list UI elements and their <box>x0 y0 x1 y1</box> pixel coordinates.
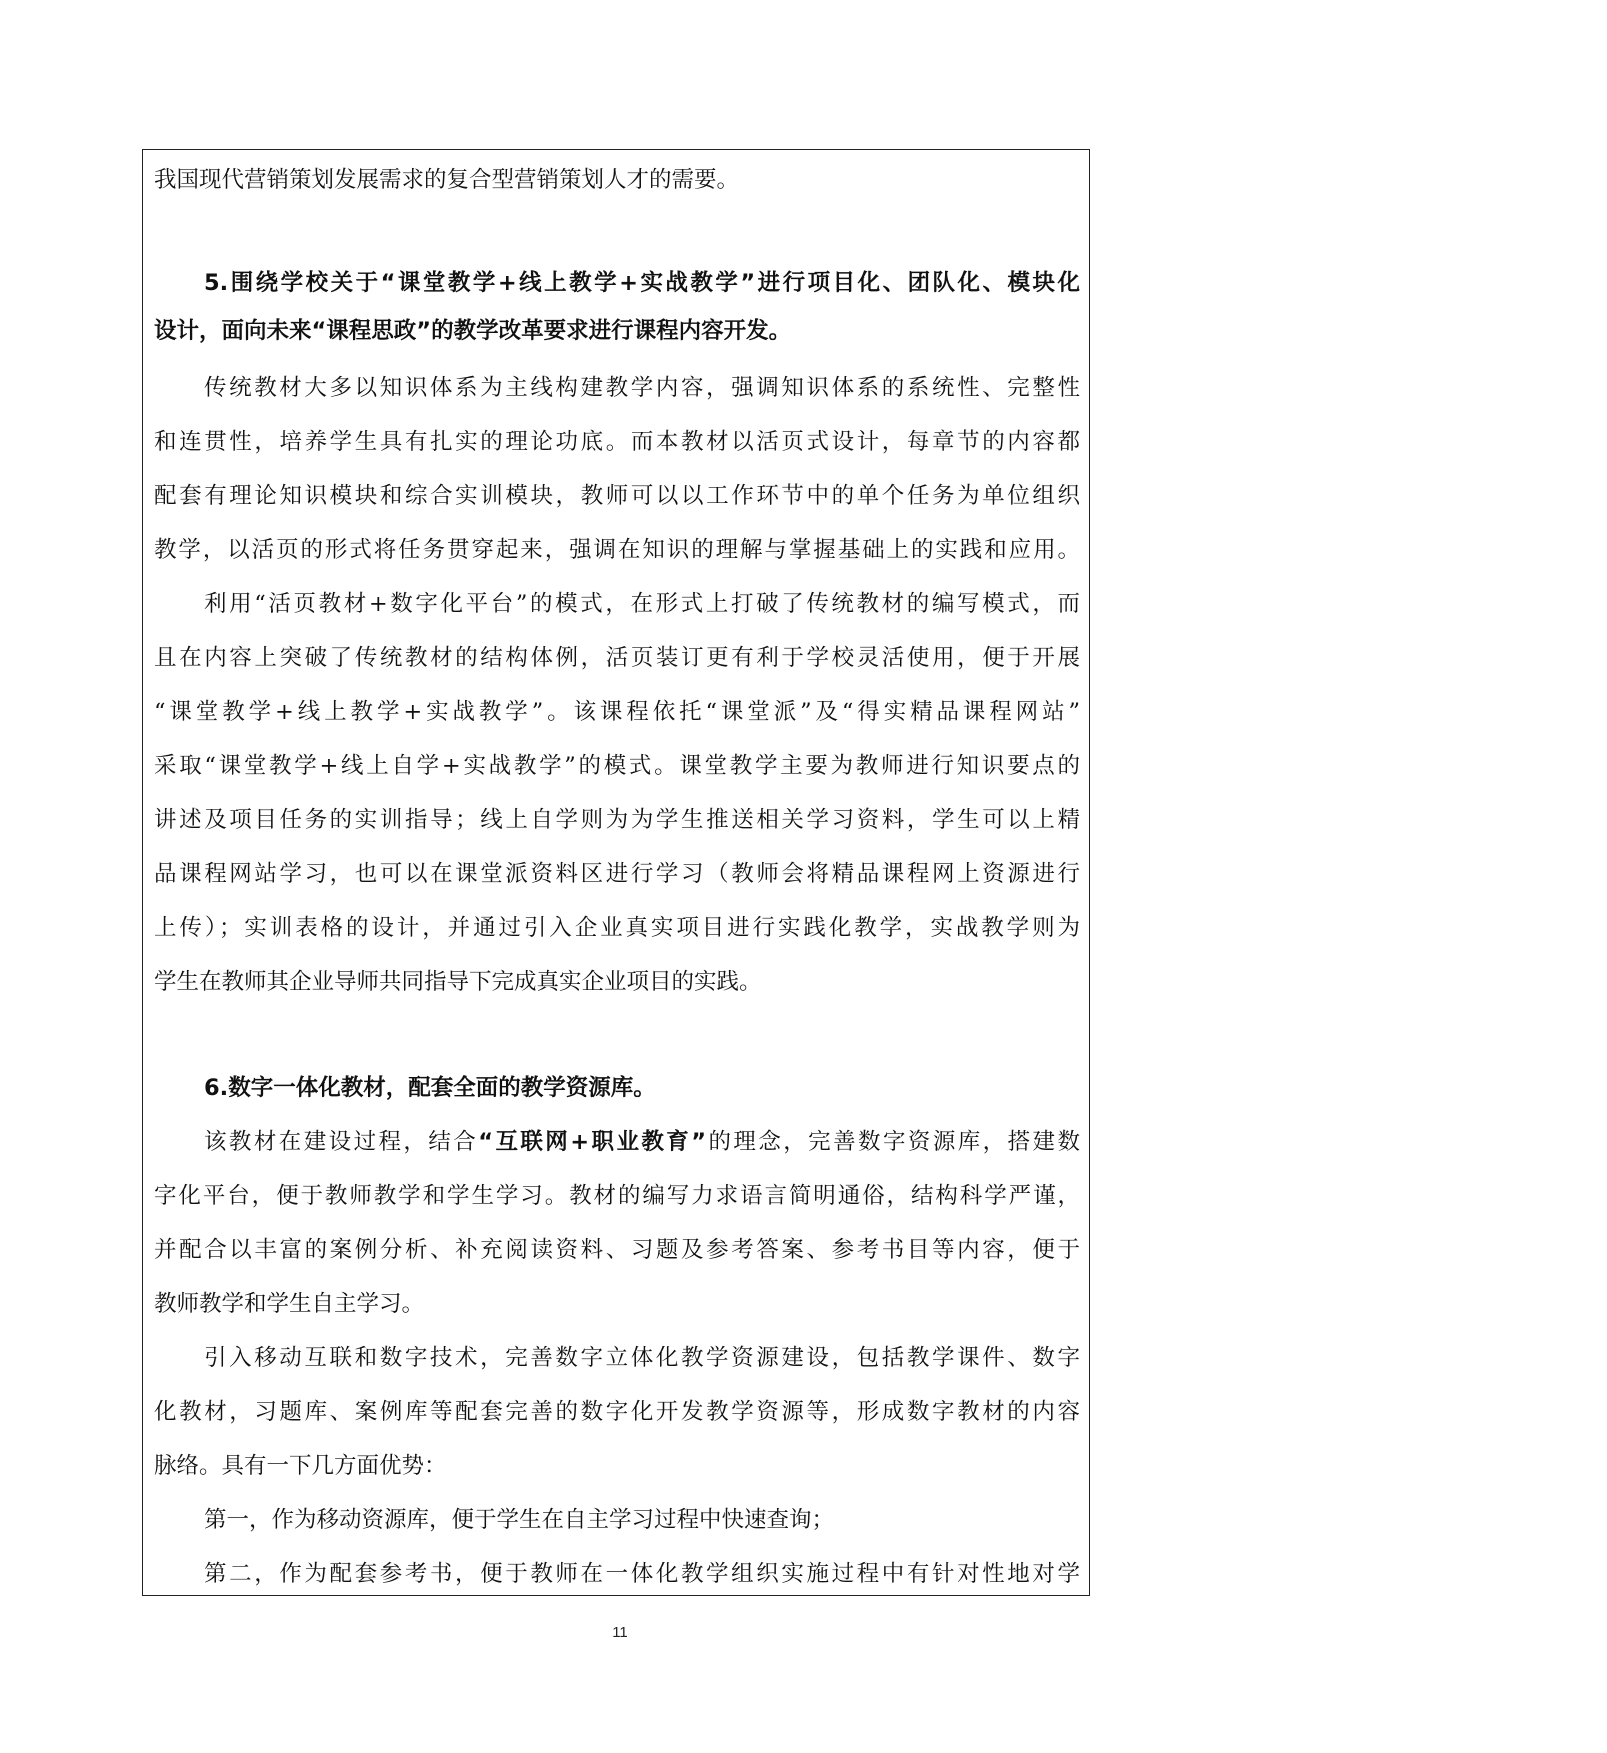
section-heading-5: 5.围绕学校关于“课堂教学+线上教学+实战教学”进行项目化、团队化、模块化 <box>204 270 1080 296</box>
paragraph-line: 第一，作为移动资源库，便于学生在自主学习过程中快速查询； <box>204 1507 835 1533</box>
paragraph-line: 脉络。具有一下几方面优势： <box>154 1453 447 1479</box>
paragraph-line <box>204 1127 1080 1157</box>
paragraph-line: 教学，以活页的形式将任务贯穿起来，强调在知识的理解与掌握基础上的实践和应用。 <box>154 537 1080 563</box>
section-heading-5-cont: 设计，面向未来“课程思政”的教学改革要求进行课程内容开发。 <box>154 318 792 344</box>
paragraph-line: 第二，作为配套参考书，便于教师在一体化教学组织实施过程中有针对性地对学 <box>204 1561 1080 1587</box>
paragraph-line: 我国现代营销策划发展需求的复合型营销策划人才的需要。 <box>154 167 740 193</box>
paragraph-line: 配套有理论知识模块和综合实训模块，教师可以以工作环节中的单个任务为单位组织 <box>154 483 1080 509</box>
paragraph-line: 引入移动互联和数字技术，完善数字立体化教学资源建设，包括教学课件、数字 <box>204 1345 1080 1371</box>
paragraph-line: 字化平台，便于教师教学和学生学习。教材的编写力求语言简明通俗，结构科学严谨， <box>154 1183 1080 1209</box>
emphasis-text: “互联网+职业教育” <box>478 1129 707 1155</box>
paragraph-line: “课堂教学+线上教学+实战教学”。该课程依托“课堂派”及“得实精品课程网站” <box>154 699 1080 725</box>
text-segment: 的理念，完善数字资源库，搭建数 <box>706 1129 1080 1155</box>
paragraph-line: 采取“课堂教学+线上自学+实战教学”的模式。课堂教学主要为教师进行知识要点的 <box>154 753 1080 779</box>
paragraph-line: 品课程网站学习，也可以在课堂派资料区进行学习（教师会将精品课程网上资源进行 <box>154 861 1080 887</box>
paragraph-line: 利用“活页教材+数字化平台”的模式，在形式上打破了传统教材的编写模式，而 <box>204 591 1080 617</box>
paragraph-line: 讲述及项目任务的实训指导；线上自学则为为学生推送相关学习资料，学生可以上精 <box>154 807 1080 833</box>
paragraph-line: 且在内容上突破了传统教材的结构体例，活页装订更有利于学校灵活使用，便于开展 <box>154 645 1080 671</box>
text-segment: 该教材在建设过程，结合 <box>204 1129 479 1155</box>
paragraph-line: 上传）；实训表格的设计，并通过引入企业真实项目进行实践化教学，实战教学则为 <box>154 915 1080 941</box>
paragraph-line: 化教材，习题库、案例库等配套完善的数字化开发教学资源等，形成数字教材的内容 <box>154 1399 1080 1425</box>
paragraph-line: 教师教学和学生自主学习。 <box>154 1291 425 1317</box>
paragraph-line: 和连贯性，培养学生具有扎实的理论功底。而本教材以活页式设计，每章节的内容都 <box>154 429 1080 455</box>
section-heading-6: 6.数字一体化教材，配套全面的教学资源库。 <box>204 1075 656 1101</box>
paragraph-line: 传统教材大多以知识体系为主线构建教学内容，强调知识体系的系统性、完整性 <box>204 375 1080 401</box>
paragraph-line: 学生在教师其企业导师共同指导下完成真实企业项目的实践。 <box>154 969 762 995</box>
page-number: 11 <box>612 1624 628 1641</box>
paragraph-line: 并配合以丰富的案例分析、补充阅读资料、习题及参考答案、参考书目等内容，便于 <box>154 1237 1080 1263</box>
